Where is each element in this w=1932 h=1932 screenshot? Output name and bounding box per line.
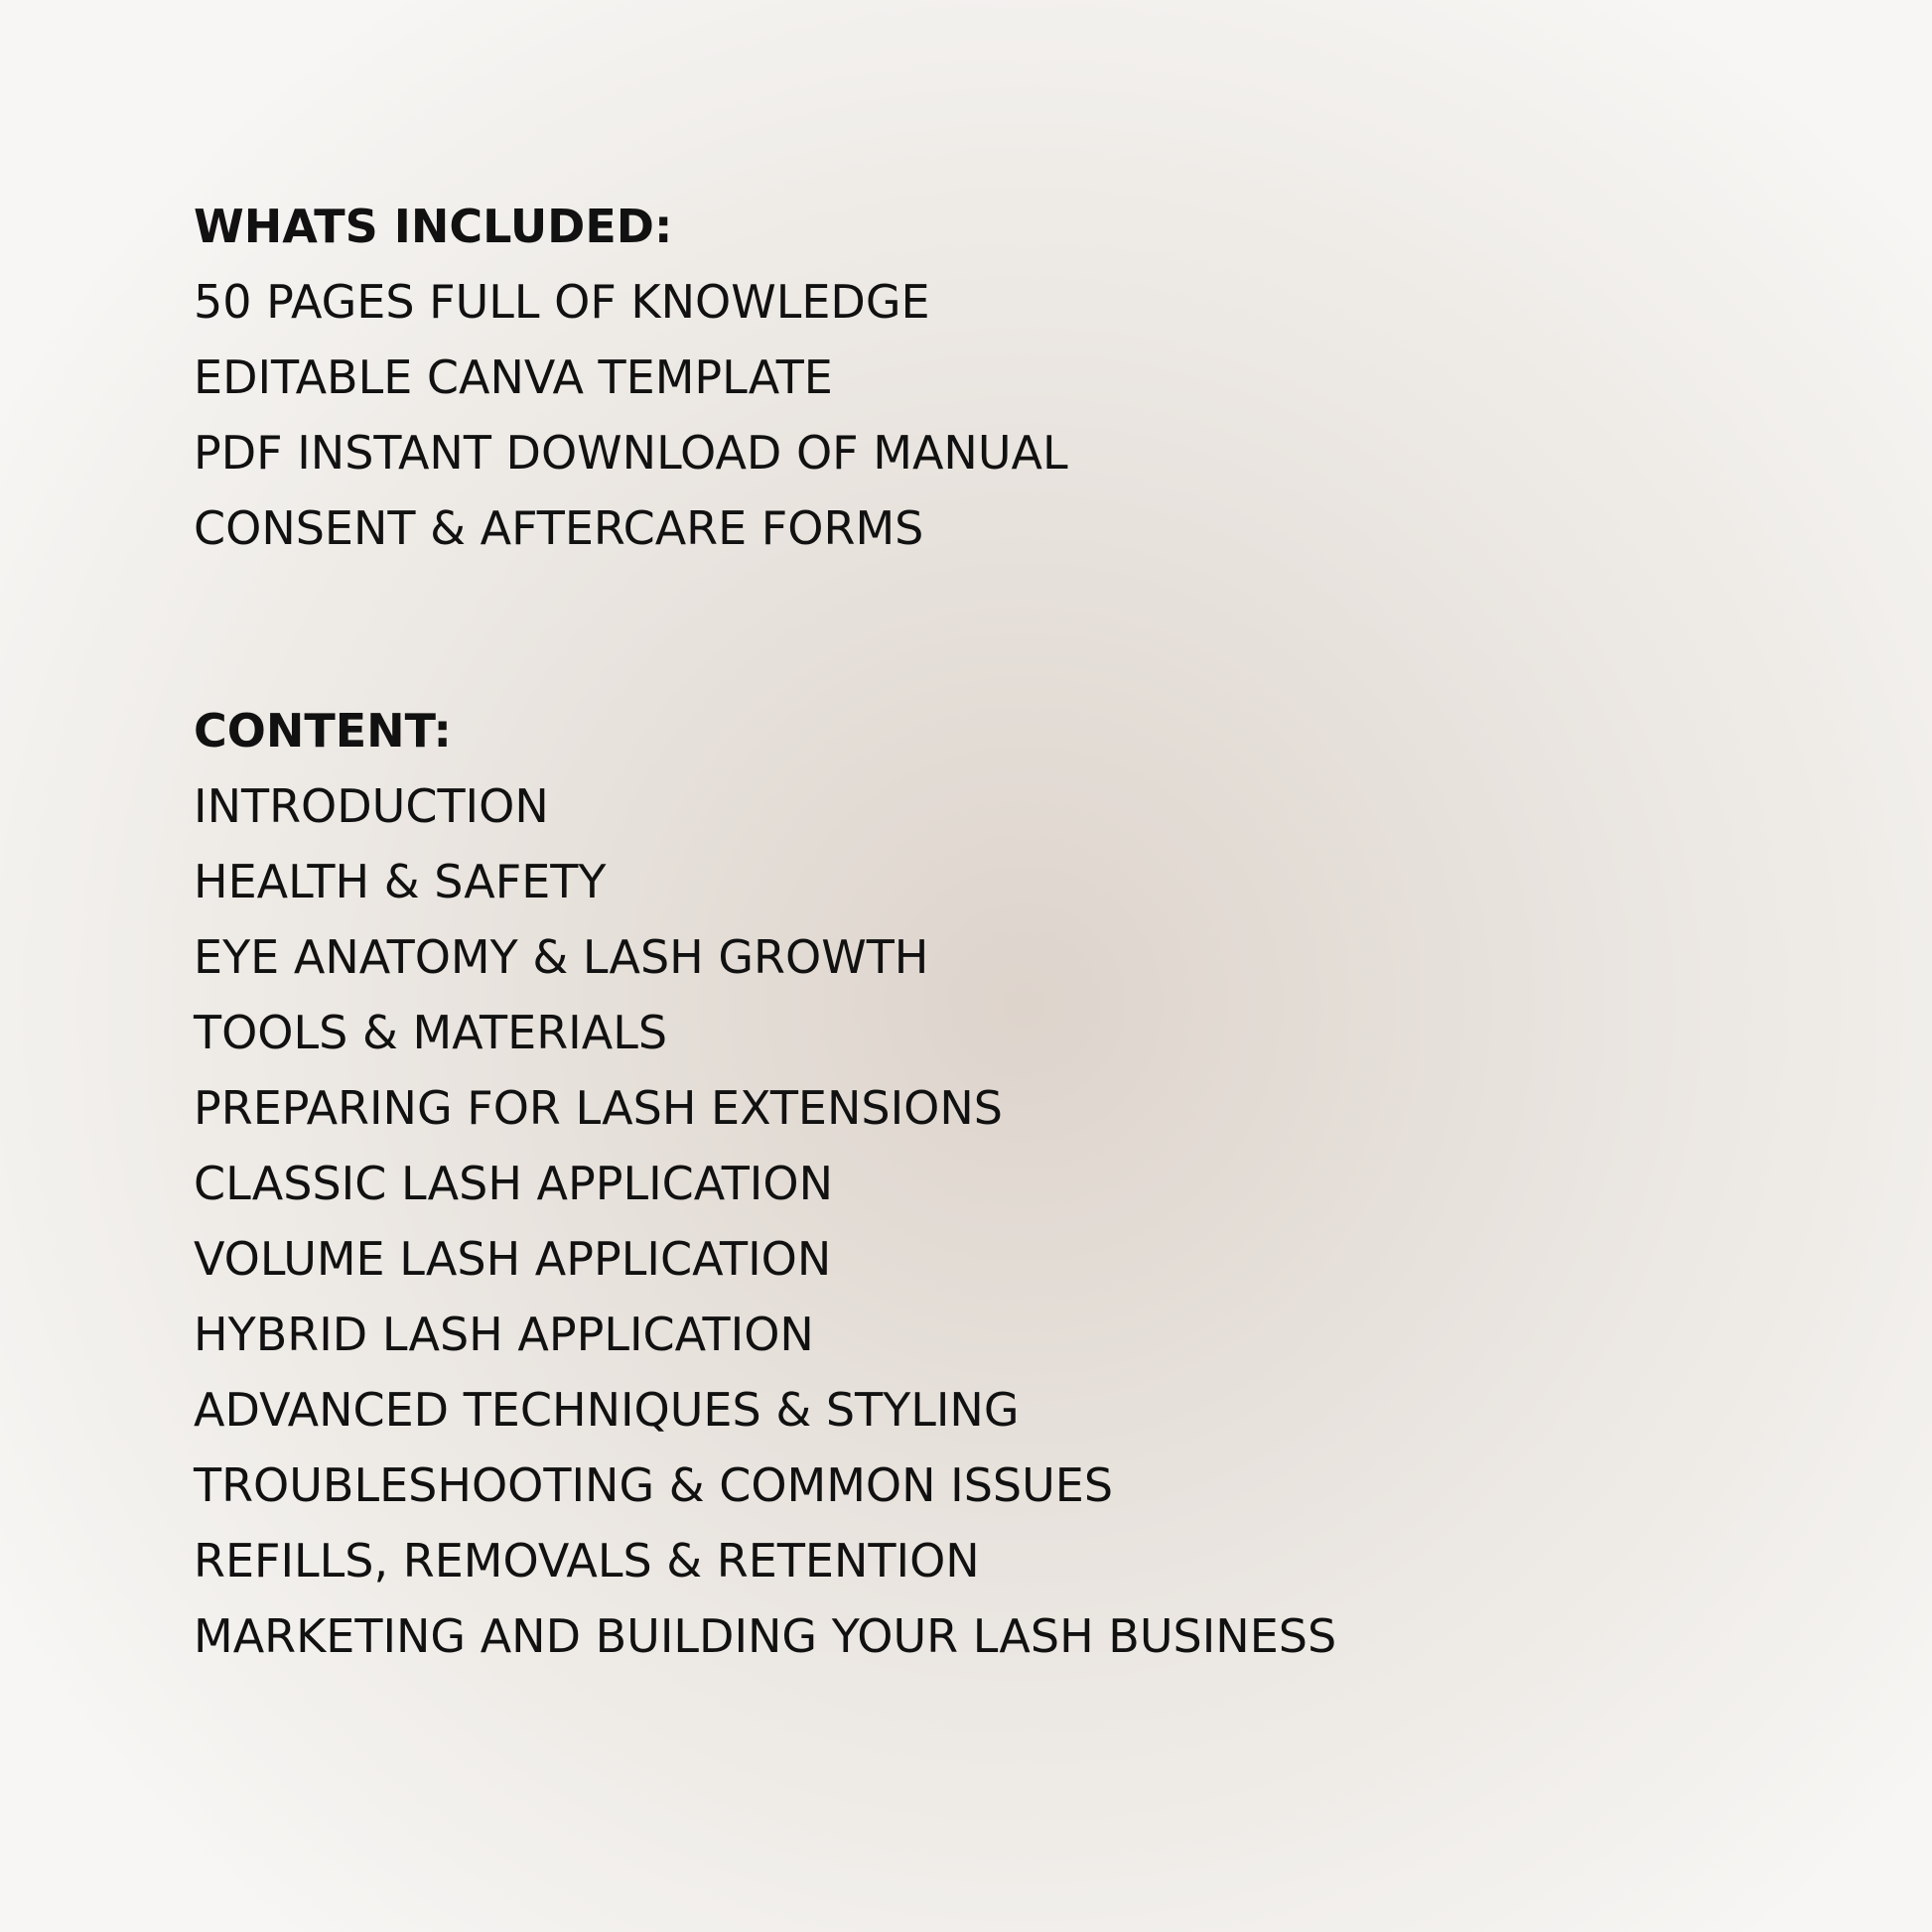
content-item: TROUBLESHOOTING & COMMON ISSUES: [194, 1458, 1114, 1512]
included-item: 50 PAGES FULL OF KNOWLEDGE: [194, 275, 930, 329]
content-item: HEALTH & SAFETY: [194, 855, 607, 908]
whats-included-heading: WHATS INCLUDED:: [194, 200, 673, 253]
content-heading: CONTENT:: [194, 704, 452, 758]
included-item: EDITABLE CANVA TEMPLATE: [194, 350, 833, 404]
whats-included-section: [194, 189, 1068, 566]
content-section: [194, 693, 1336, 1674]
content-item: MARKETING AND BUILDING YOUR LASH BUSINESS: [194, 1609, 1337, 1663]
content-item: TOOLS & MATERIALS: [194, 1006, 668, 1059]
content-item: HYBRID LASH APPLICATION: [194, 1308, 814, 1361]
content-item: EYE ANATOMY & LASH GROWTH: [194, 930, 929, 984]
content-item: INTRODUCTION: [194, 779, 549, 833]
included-item: PDF INSTANT DOWNLOAD OF MANUAL: [194, 426, 1068, 480]
content-item: CLASSIC LASH APPLICATION: [194, 1157, 833, 1210]
content-item: PREPARING FOR LASH EXTENSIONS: [194, 1081, 1003, 1135]
content-item: ADVANCED TECHNIQUES & STYLING: [194, 1383, 1020, 1437]
content-item: VOLUME LASH APPLICATION: [194, 1232, 832, 1286]
content-item: REFILLS, REMOVALS & RETENTION: [194, 1534, 980, 1587]
included-item: CONSENT & AFTERCARE FORMS: [194, 501, 924, 555]
